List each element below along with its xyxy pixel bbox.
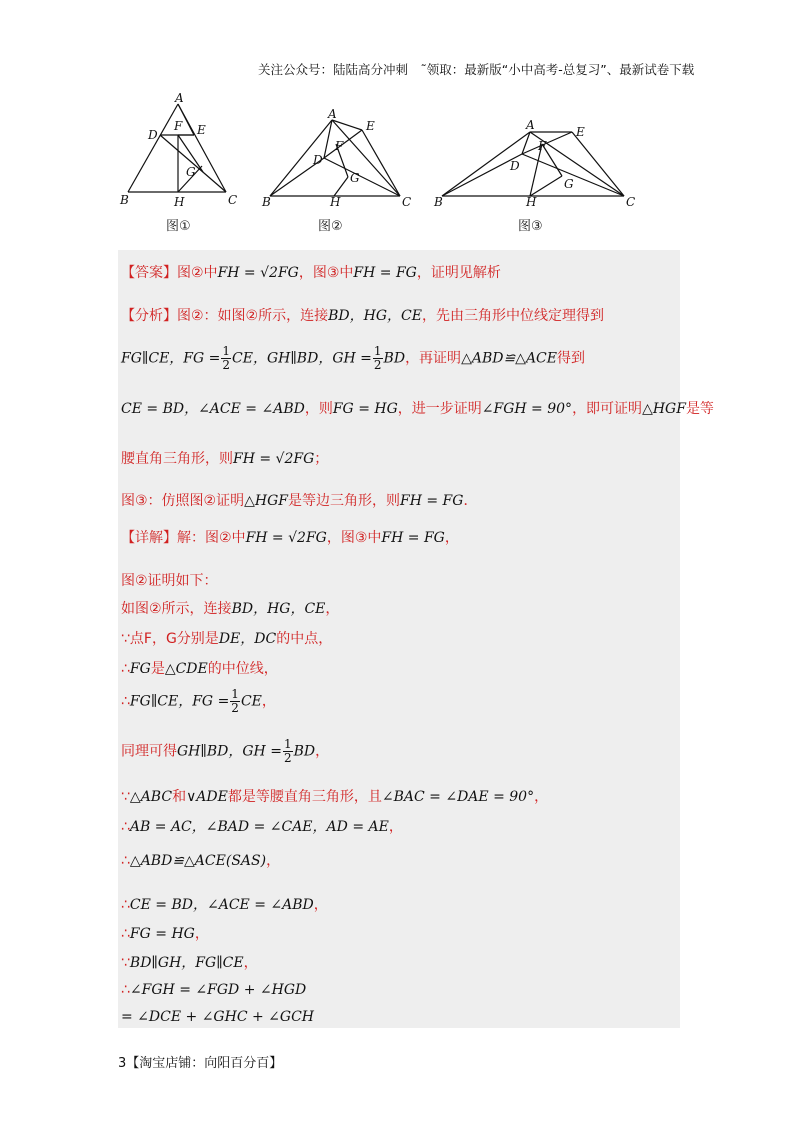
label-B: B [262, 195, 271, 209]
text: ∴ [121, 819, 130, 835]
math: △HGF [244, 493, 288, 509]
detail-line-10 [121, 850, 280, 870]
text: ，图③中 [298, 265, 354, 281]
math: FG = HG [332, 401, 398, 417]
label-H: H [174, 195, 185, 209]
text: ， [444, 530, 459, 546]
math: ，GH∥BD，GH = [252, 350, 372, 367]
detail-line-1 [121, 527, 459, 547]
math: BD [383, 350, 406, 367]
text: 是等 [685, 401, 714, 417]
math: FH = √2FG [217, 265, 299, 281]
label-G: G [186, 165, 196, 179]
fraction: $\frac{1}{2}$ [373, 344, 382, 372]
figure-2-caption: 图② [318, 219, 343, 234]
text: 得到 [557, 350, 585, 367]
text: ∵ [121, 789, 130, 805]
text: ，则 [304, 401, 333, 417]
detail-line-8 [121, 786, 548, 806]
math: FG∥CE，FG = [129, 693, 230, 710]
answer-tag: 【答案】图②中 [121, 265, 218, 281]
text: ． [463, 493, 478, 509]
math: BD，HG，CE [231, 601, 326, 617]
math: FG∥CE，FG = [121, 350, 221, 367]
text: 和 [172, 789, 187, 805]
math: CE = BD，∠ACE = ∠ABD [129, 897, 314, 913]
analysis-line-4 [121, 448, 328, 468]
fraction: $\frac{1}{2}$ [222, 344, 231, 372]
label-A: A [328, 107, 337, 121]
math: DE，DC [218, 631, 277, 647]
math: CE [232, 350, 253, 367]
math: △CDE [164, 661, 208, 677]
answer-line [121, 262, 501, 282]
label-H: H [526, 195, 537, 209]
analysis-line-3 [121, 398, 714, 418]
figure-3 [430, 92, 650, 212]
label-G: G [564, 177, 574, 191]
page-header: 关注公众号：陆陆高分冲刺 ˜领取：最新版“小中高考-总复习”、最新试卷下载 [258, 62, 695, 77]
label-D: D [148, 128, 158, 142]
text: 同理可得 [121, 743, 177, 760]
analysis-line-2 [121, 345, 585, 372]
text: 图③：仿照图②证明 [121, 493, 245, 509]
label-C: C [626, 195, 636, 209]
label-F: F [335, 139, 344, 153]
text: 的中位线， [207, 661, 278, 677]
text: 如图②所示，连接 [121, 601, 232, 617]
fraction: $\frac{1}{2}$ [283, 737, 292, 765]
text: ∴ [121, 661, 130, 677]
fraction: $\frac{1}{2}$ [231, 687, 239, 715]
text: ，先由三角形中位线定理得到 [421, 308, 604, 324]
text: ， [261, 693, 276, 710]
detail-tag: 【详解】解：图②中 [121, 530, 246, 546]
text: ，图③中 [326, 530, 382, 546]
math: BD，HG，CE [328, 308, 422, 324]
math: ∠FGH = 90° [481, 401, 573, 417]
math: FH = FG [399, 493, 464, 509]
figures-row [118, 92, 678, 232]
label-D: D [313, 153, 323, 167]
label-A: A [526, 118, 535, 132]
label-F: F [538, 139, 547, 153]
detail-line-14 [121, 982, 306, 998]
analysis-line-1 [121, 305, 604, 325]
detail-line-12 [121, 923, 209, 943]
label-G: G [350, 171, 360, 185]
text: ， [534, 789, 549, 805]
figure-1 [118, 92, 248, 212]
detail-line-5 [121, 658, 278, 678]
text: ∴ [121, 982, 130, 998]
text: ，即可证明 [572, 401, 643, 417]
math: △ABC [129, 789, 173, 805]
math: CE = BD，∠ACE = ∠ABD [121, 401, 305, 417]
text: ，再证明 [405, 350, 462, 367]
text: ∴ [121, 693, 130, 710]
figure-1-caption: 图① [166, 219, 191, 234]
math: △ABD≌△ACE(SAS) [129, 853, 267, 869]
math: = ∠DCE + ∠GHC + ∠GCH [121, 1009, 314, 1025]
math: BD [293, 743, 316, 760]
detail-line-15 [121, 1009, 314, 1025]
label-E: E [576, 125, 585, 139]
math: FH = FG [353, 265, 417, 281]
text: ， [388, 819, 403, 835]
figure-2 [258, 92, 418, 212]
math: FH = FG [381, 530, 445, 546]
text: ， [313, 897, 328, 913]
math: ∨ADE [186, 789, 228, 805]
text: ， [315, 743, 330, 760]
label-B: B [120, 193, 129, 207]
text: 的中点， [276, 631, 333, 647]
text: ，进一步证明 [397, 401, 482, 417]
label-D: D [510, 159, 520, 173]
math: △ABD≌△ACE [461, 350, 557, 367]
label-E: E [197, 123, 206, 137]
text: ∴ [121, 926, 130, 942]
detail-line-7 [121, 738, 329, 765]
figure-3-caption: 图③ [518, 219, 543, 234]
detail-line-13 [121, 952, 258, 972]
text: ∵点F，G分别是 [121, 631, 219, 647]
text: 是 [150, 661, 165, 677]
detail-line-11 [121, 894, 328, 914]
text: ∴ [121, 897, 130, 913]
detail-line-4 [121, 628, 332, 648]
text: ，证明见解析 [416, 265, 501, 281]
text: ， [266, 853, 281, 869]
math: ∠FGH = ∠FGD + ∠HGD [129, 982, 307, 998]
text: 腰直角三角形，则 [121, 451, 233, 467]
label-E: E [366, 119, 375, 133]
text: ∴ [121, 853, 130, 869]
text: 图②证明如下： [121, 573, 218, 589]
math: FH = √2FG [245, 530, 327, 546]
math: AB = AC，∠BAD = ∠CAE，AD = AE [129, 819, 389, 835]
math: △HGF [642, 401, 686, 417]
detail-line-2 [121, 570, 218, 590]
label-C: C [228, 193, 238, 207]
text: ， [243, 955, 258, 971]
detail-line-3 [121, 598, 339, 618]
label-A: A [175, 92, 184, 105]
math: FH = √2FG [233, 451, 315, 467]
detail-line-9 [121, 816, 403, 836]
math: GH∥BD，GH = [177, 743, 282, 760]
label-H: H [330, 195, 341, 209]
math: FG = HG [129, 926, 195, 942]
text: 都是等腰直角三角形，且 [227, 789, 382, 805]
math: FG [129, 661, 151, 677]
text: 是等边三角形，则 [287, 493, 400, 509]
math: ∠BAC = ∠DAE = 90° [381, 789, 535, 805]
analysis-line-5 [121, 490, 477, 510]
label-C: C [402, 195, 412, 209]
text: ， [325, 601, 340, 617]
text: ； [314, 451, 329, 467]
detail-line-6 [121, 688, 276, 715]
math: CE [240, 693, 262, 710]
page-footer: 3【淘宝店铺：向阳百分百】 [118, 1056, 283, 1071]
text: ∵ [121, 955, 130, 971]
label-B: B [434, 195, 443, 209]
math: BD∥GH，FG∥CE [129, 955, 244, 971]
analysis-tag: 【分析】图②：如图②所示，连接 [121, 308, 329, 324]
label-F: F [174, 119, 183, 133]
text: ， [194, 926, 209, 942]
